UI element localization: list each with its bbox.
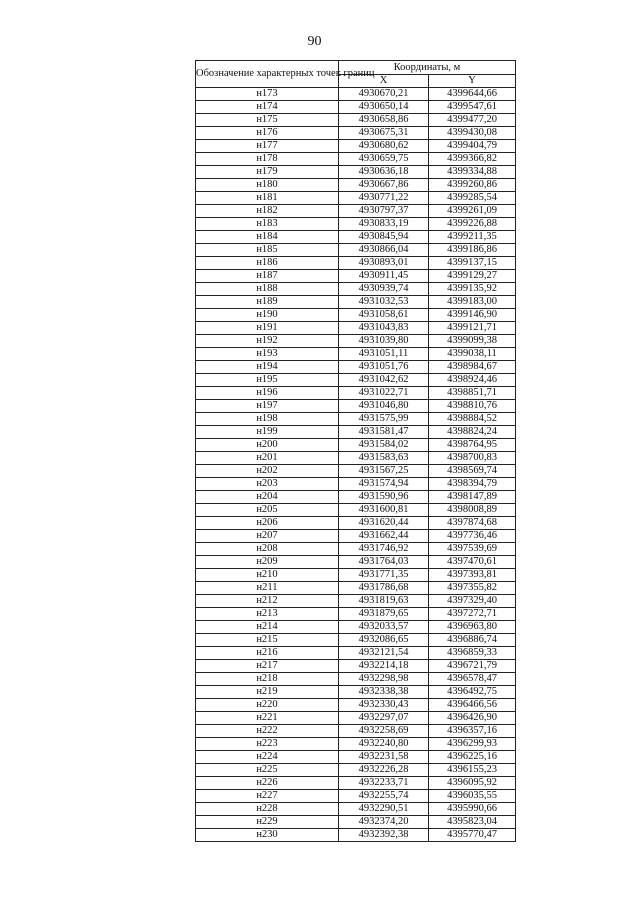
- y-coordinate-cell: 4399226,88: [429, 218, 516, 231]
- y-coordinate-cell: 4399038,11: [429, 348, 516, 361]
- point-id-cell: н203: [196, 478, 339, 491]
- y-coordinate-cell: 4397470,61: [429, 556, 516, 569]
- y-coordinate-cell: 4399547,61: [429, 101, 516, 114]
- point-id-cell: н179: [196, 166, 339, 179]
- x-coordinate-cell: 4930911,45: [339, 270, 429, 283]
- y-coordinate-cell: 4399404,79: [429, 140, 516, 153]
- table-row: [196, 647, 516, 660]
- x-coordinate-cell: 4932240,80: [339, 738, 429, 751]
- y-coordinate-cell: 4398884,52: [429, 413, 516, 426]
- table-row: [196, 244, 516, 257]
- y-coordinate-cell: 4399261,09: [429, 205, 516, 218]
- x-coordinate-cell: 4931039,80: [339, 335, 429, 348]
- coordinates-table: [195, 60, 516, 842]
- table-row: [196, 699, 516, 712]
- y-coordinate-cell: 4395990,66: [429, 803, 516, 816]
- y-coordinate-cell: 4398008,89: [429, 504, 516, 517]
- table-row: [196, 140, 516, 153]
- table-row: [196, 712, 516, 725]
- x-coordinate-cell: 4931819,63: [339, 595, 429, 608]
- y-coordinate-cell: 4399121,71: [429, 322, 516, 335]
- x-coordinate-cell: 4931046,80: [339, 400, 429, 413]
- y-coordinate-cell: 4397736,46: [429, 530, 516, 543]
- y-coordinate-cell: 4398924,46: [429, 374, 516, 387]
- point-id-cell: н184: [196, 231, 339, 244]
- table-row: [196, 738, 516, 751]
- y-coordinate-cell: 4398984,67: [429, 361, 516, 374]
- y-coordinate-cell: 4399477,20: [429, 114, 516, 127]
- y-coordinate-cell: 4399334,88: [429, 166, 516, 179]
- table-row: [196, 686, 516, 699]
- x-coordinate-cell: 4931581,47: [339, 426, 429, 439]
- x-coordinate-cell: 4932392,38: [339, 829, 429, 842]
- table-row: [196, 452, 516, 465]
- point-id-cell: н180: [196, 179, 339, 192]
- x-coordinate-cell: 4932086,65: [339, 634, 429, 647]
- table-row: [196, 439, 516, 452]
- point-id-cell: н216: [196, 647, 339, 660]
- y-coordinate-cell: 4398147,89: [429, 491, 516, 504]
- table-row: [196, 803, 516, 816]
- table-row: [196, 621, 516, 634]
- table-row: [196, 309, 516, 322]
- x-coordinate-cell: 4930636,18: [339, 166, 429, 179]
- x-coordinate-cell: 4930667,86: [339, 179, 429, 192]
- table-row: [196, 816, 516, 829]
- y-coordinate-cell: 4395823,04: [429, 816, 516, 829]
- table-row: [196, 400, 516, 413]
- x-coordinate-cell: 4931051,76: [339, 361, 429, 374]
- x-coordinate-cell: 4931600,81: [339, 504, 429, 517]
- x-coordinate-cell: 4932330,43: [339, 699, 429, 712]
- x-coordinate-cell: 4930845,94: [339, 231, 429, 244]
- point-id-cell: н206: [196, 517, 339, 530]
- x-coordinate-cell: 4932297,07: [339, 712, 429, 725]
- table-row: [196, 283, 516, 296]
- y-coordinate-cell: 4399430,08: [429, 127, 516, 140]
- point-id-cell: н182: [196, 205, 339, 218]
- x-coordinate-cell: 4931032,53: [339, 296, 429, 309]
- x-coordinate-cell: 4932298,98: [339, 673, 429, 686]
- table-row: [196, 257, 516, 270]
- point-id-cell: н204: [196, 491, 339, 504]
- table-body: [196, 88, 516, 842]
- y-coordinate-cell: 4398700,83: [429, 452, 516, 465]
- x-coordinate-cell: 4932233,71: [339, 777, 429, 790]
- x-coordinate-cell: 4930675,31: [339, 127, 429, 140]
- x-coordinate-cell: 4930893,01: [339, 257, 429, 270]
- point-id-cell: н173: [196, 88, 339, 101]
- point-id-cell: н181: [196, 192, 339, 205]
- table-row: [196, 478, 516, 491]
- x-coordinate-cell: 4932226,28: [339, 764, 429, 777]
- y-coordinate-cell: 4397355,82: [429, 582, 516, 595]
- y-coordinate-cell: 4396859,33: [429, 647, 516, 660]
- x-coordinate-cell: 4931771,35: [339, 569, 429, 582]
- point-id-cell: н214: [196, 621, 339, 634]
- y-coordinate-cell: 4397272,71: [429, 608, 516, 621]
- y-coordinate-cell: 4399644,66: [429, 88, 516, 101]
- table-row: [196, 764, 516, 777]
- y-coordinate-cell: 4397874,68: [429, 517, 516, 530]
- point-id-cell: н207: [196, 530, 339, 543]
- point-id-cell: н229: [196, 816, 339, 829]
- point-id-cell: н190: [196, 309, 339, 322]
- point-id-cell: н205: [196, 504, 339, 517]
- table-row: [196, 751, 516, 764]
- x-coordinate-cell: 4932338,38: [339, 686, 429, 699]
- table-row: [196, 361, 516, 374]
- y-coordinate-cell: 4399211,35: [429, 231, 516, 244]
- point-id-cell: н224: [196, 751, 339, 764]
- x-coordinate-cell: 4931043,83: [339, 322, 429, 335]
- y-coordinate-cell: 4396578,47: [429, 673, 516, 686]
- y-coordinate-cell: 4399186,86: [429, 244, 516, 257]
- table-row: [196, 88, 516, 101]
- table-row: [196, 517, 516, 530]
- point-id-cell: н198: [196, 413, 339, 426]
- table-row: [196, 790, 516, 803]
- table-row: [196, 231, 516, 244]
- point-id-cell: н189: [196, 296, 339, 309]
- point-id-cell: н227: [196, 790, 339, 803]
- point-id-cell: н228: [196, 803, 339, 816]
- point-id-cell: н212: [196, 595, 339, 608]
- point-id-cell: н218: [196, 673, 339, 686]
- x-coordinate-cell: 4932231,58: [339, 751, 429, 764]
- x-coordinate-cell: 4930866,04: [339, 244, 429, 257]
- y-coordinate-cell: 4395770,47: [429, 829, 516, 842]
- point-id-cell: н185: [196, 244, 339, 257]
- y-coordinate-cell: 4399366,82: [429, 153, 516, 166]
- table-row: [196, 192, 516, 205]
- x-coordinate-cell: 4930797,37: [339, 205, 429, 218]
- point-id-cell: н202: [196, 465, 339, 478]
- point-id-cell: н177: [196, 140, 339, 153]
- table-row: [196, 322, 516, 335]
- x-column-header: X: [339, 75, 429, 88]
- table-row: [196, 465, 516, 478]
- table-row: [196, 374, 516, 387]
- x-coordinate-cell: 4930658,86: [339, 114, 429, 127]
- point-id-cell: н230: [196, 829, 339, 842]
- x-coordinate-cell: 4932121,54: [339, 647, 429, 660]
- point-id-cell: н222: [196, 725, 339, 738]
- x-coordinate-cell: 4931620,44: [339, 517, 429, 530]
- y-coordinate-cell: 4399183,00: [429, 296, 516, 309]
- point-id-cell: н178: [196, 153, 339, 166]
- table-row: [196, 218, 516, 231]
- point-id-cell: н193: [196, 348, 339, 361]
- table-row: [196, 582, 516, 595]
- x-coordinate-cell: 4931058,61: [339, 309, 429, 322]
- point-id-cell: н213: [196, 608, 339, 621]
- y-coordinate-cell: 4398764,95: [429, 439, 516, 452]
- x-coordinate-cell: 4931051,11: [339, 348, 429, 361]
- point-id-cell: н201: [196, 452, 339, 465]
- table-row: [196, 777, 516, 790]
- x-coordinate-cell: 4931764,03: [339, 556, 429, 569]
- x-coordinate-cell: 4932374,20: [339, 816, 429, 829]
- table-row: [196, 660, 516, 673]
- x-coordinate-cell: 4931583,63: [339, 452, 429, 465]
- y-coordinate-cell: 4396225,16: [429, 751, 516, 764]
- x-coordinate-cell: 4930680,62: [339, 140, 429, 153]
- point-id-cell: н175: [196, 114, 339, 127]
- y-coordinate-cell: 4399129,27: [429, 270, 516, 283]
- x-coordinate-cell: 4931575,99: [339, 413, 429, 426]
- y-coordinate-cell: 4396963,80: [429, 621, 516, 634]
- table-row: [196, 101, 516, 114]
- y-coordinate-cell: 4398394,79: [429, 478, 516, 491]
- table-row: [196, 335, 516, 348]
- x-coordinate-cell: 4931746,92: [339, 543, 429, 556]
- point-id-cell: н210: [196, 569, 339, 582]
- table-row: [196, 179, 516, 192]
- y-coordinate-cell: 4396155,23: [429, 764, 516, 777]
- x-coordinate-cell: 4930670,21: [339, 88, 429, 101]
- table-row: [196, 569, 516, 582]
- x-coordinate-cell: 4932258,69: [339, 725, 429, 738]
- y-coordinate-cell: 4396095,92: [429, 777, 516, 790]
- point-id-cell: н220: [196, 699, 339, 712]
- y-coordinate-cell: 4399099,38: [429, 335, 516, 348]
- table-row: [196, 413, 516, 426]
- y-coordinate-cell: 4397393,81: [429, 569, 516, 582]
- x-coordinate-cell: 4930939,74: [339, 283, 429, 296]
- y-coordinate-cell: 4397539,69: [429, 543, 516, 556]
- table-row: [196, 127, 516, 140]
- y-coordinate-cell: 4398851,71: [429, 387, 516, 400]
- y-coordinate-cell: 4396299,93: [429, 738, 516, 751]
- y-coordinate-cell: 4396466,56: [429, 699, 516, 712]
- point-id-cell: н209: [196, 556, 339, 569]
- page-number: 90: [307, 34, 322, 49]
- x-coordinate-cell: 4930833,19: [339, 218, 429, 231]
- table-row: [196, 543, 516, 556]
- x-coordinate-cell: 4931567,25: [339, 465, 429, 478]
- x-coordinate-cell: 4932255,74: [339, 790, 429, 803]
- table-row: [196, 725, 516, 738]
- point-id-cell: н217: [196, 660, 339, 673]
- point-id-cell: н174: [196, 101, 339, 114]
- y-coordinate-cell: 4396886,74: [429, 634, 516, 647]
- x-coordinate-cell: 4931662,44: [339, 530, 429, 543]
- table-row: [196, 608, 516, 621]
- x-coordinate-cell: 4931879,65: [339, 608, 429, 621]
- table-row: [196, 205, 516, 218]
- y-coordinate-cell: 4399137,15: [429, 257, 516, 270]
- table-row: [196, 114, 516, 127]
- table-row: [196, 595, 516, 608]
- x-coordinate-cell: 4932214,18: [339, 660, 429, 673]
- x-coordinate-cell: 4931786,68: [339, 582, 429, 595]
- table-row: [196, 387, 516, 400]
- x-coordinate-cell: 4930650,14: [339, 101, 429, 114]
- y-coordinate-cell: 4398810,76: [429, 400, 516, 413]
- y-coordinate-cell: 4396492,75: [429, 686, 516, 699]
- y-coordinate-cell: 4396426,90: [429, 712, 516, 725]
- point-id-cell: н226: [196, 777, 339, 790]
- point-id-cell: н225: [196, 764, 339, 777]
- y-coordinate-cell: 4398569,74: [429, 465, 516, 478]
- y-coordinate-cell: 4396357,16: [429, 725, 516, 738]
- x-coordinate-cell: 4931022,71: [339, 387, 429, 400]
- y-coordinate-cell: 4399135,92: [429, 283, 516, 296]
- table-row: [196, 556, 516, 569]
- point-id-cell: н221: [196, 712, 339, 725]
- y-coordinate-cell: 4398824,24: [429, 426, 516, 439]
- table-header: [196, 61, 516, 88]
- x-coordinate-cell: 4931042,62: [339, 374, 429, 387]
- point-id-cell: н176: [196, 127, 339, 140]
- point-id-cell: н183: [196, 218, 339, 231]
- table-row: [196, 634, 516, 647]
- point-id-cell: н197: [196, 400, 339, 413]
- y-coordinate-cell: 4399146,90: [429, 309, 516, 322]
- x-coordinate-cell: 4932290,51: [339, 803, 429, 816]
- point-id-cell: н188: [196, 283, 339, 296]
- table-row: [196, 426, 516, 439]
- table-row: [196, 153, 516, 166]
- y-coordinate-cell: 4399260,86: [429, 179, 516, 192]
- point-id-cell: н199: [196, 426, 339, 439]
- x-coordinate-cell: 4931590,96: [339, 491, 429, 504]
- point-id-cell: н192: [196, 335, 339, 348]
- x-coordinate-cell: 4931574,94: [339, 478, 429, 491]
- point-id-cell: н223: [196, 738, 339, 751]
- table-row: [196, 491, 516, 504]
- y-column-header: Y: [429, 75, 516, 88]
- point-id-cell: н219: [196, 686, 339, 699]
- point-id-cell: н196: [196, 387, 339, 400]
- point-id-cell: н187: [196, 270, 339, 283]
- point-id-cell: н208: [196, 543, 339, 556]
- x-coordinate-cell: 4930659,75: [339, 153, 429, 166]
- table-row: [196, 673, 516, 686]
- x-coordinate-cell: 4932033,57: [339, 621, 429, 634]
- point-id-cell: н191: [196, 322, 339, 335]
- y-coordinate-cell: 4399285,54: [429, 192, 516, 205]
- coordinates-header: Координаты, м: [339, 61, 516, 75]
- point-id-cell: н215: [196, 634, 339, 647]
- x-coordinate-cell: 4930771,22: [339, 192, 429, 205]
- point-id-cell: н186: [196, 257, 339, 270]
- table-row: [196, 504, 516, 517]
- y-coordinate-cell: 4396721,79: [429, 660, 516, 673]
- table-row: [196, 166, 516, 179]
- table-row: [196, 348, 516, 361]
- table-row: [196, 530, 516, 543]
- x-coordinate-cell: 4931584,02: [339, 439, 429, 452]
- point-id-cell: н200: [196, 439, 339, 452]
- table-row: [196, 829, 516, 842]
- y-coordinate-cell: 4397329,40: [429, 595, 516, 608]
- table-row: [196, 270, 516, 283]
- point-id-cell: н194: [196, 361, 339, 374]
- point-id-cell: н195: [196, 374, 339, 387]
- y-coordinate-cell: 4396035,55: [429, 790, 516, 803]
- point-designation-header: Обозначение характерных точек границ: [196, 61, 339, 88]
- table-row: [196, 296, 516, 309]
- point-id-cell: н211: [196, 582, 339, 595]
